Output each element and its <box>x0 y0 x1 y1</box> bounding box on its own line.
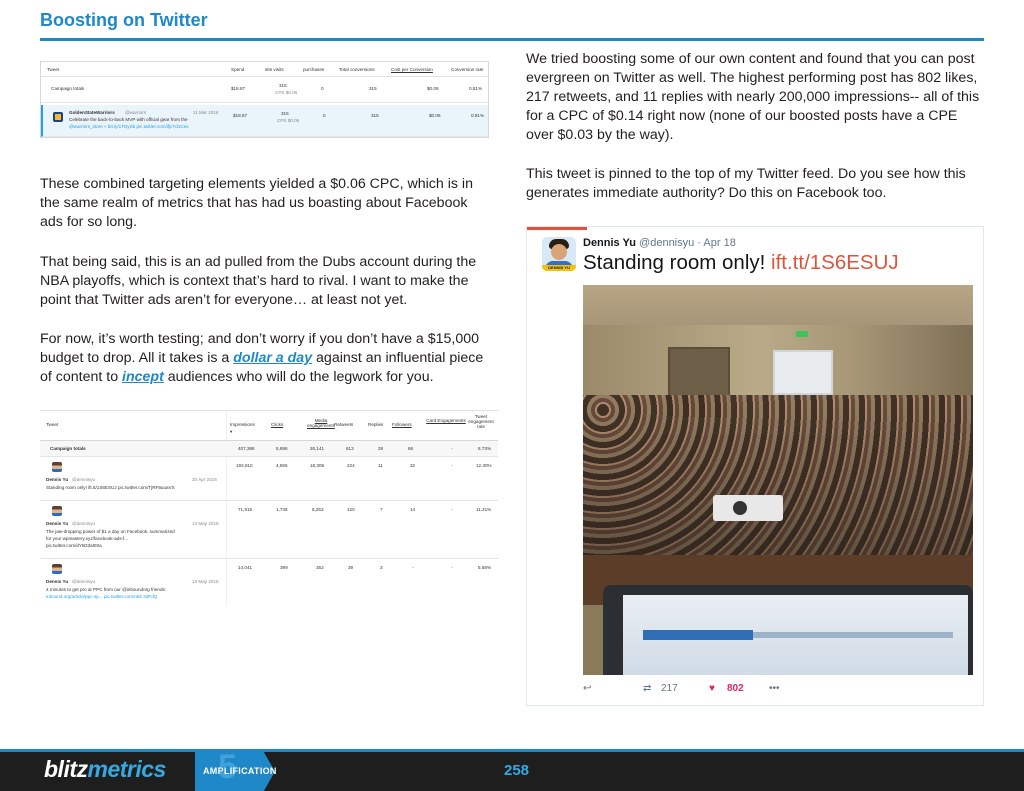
avatar <box>52 506 62 516</box>
avatar <box>52 462 62 472</box>
row-impressions: 71,916 <box>238 507 253 512</box>
row-date: 20 Apr 2016 <box>192 477 217 482</box>
tweet-link[interactable]: ift.tt/1S6ESUJ <box>771 251 899 274</box>
like-count: 802 <box>727 683 744 694</box>
blitzmetrics-logo <box>44 756 166 783</box>
avatar[interactable] <box>542 237 576 271</box>
paragraph-context: That being said, this is an ad pulled from the Dubs account during the NBA playoffs, which is context that’s hard to rival. I want to make the point that Twitter ads aren’t for everyone… at least not yet. <box>40 254 477 308</box>
col-purchases: purchases <box>303 67 325 72</box>
photo-ceiling <box>583 285 973 325</box>
avatar <box>52 564 62 574</box>
col-tweet: Tweet <box>46 422 59 427</box>
totals-label: Campaign totals <box>50 446 86 451</box>
row-date: 13 May 2016 <box>192 521 219 526</box>
tweet-photo[interactable] <box>583 285 973 675</box>
totals-retweets: 613 <box>346 446 354 451</box>
row-rate: 0.81% <box>471 113 485 118</box>
paragraph-evergreen: We tried boosting some of our own content and found that you can post evergreen on Twitter as well. The highest performing post has 802 likes, 217 retweets, and 11 replies with nearly 200,000 impressions-- all of this for a CPC of $0.14 right now (none of our boosted posts have a CPE over $0.03 by the way). <box>526 51 980 143</box>
row-account: GoldenStateWarriors <box>69 110 115 115</box>
col-cost-per-conversion[interactable]: Cost per Conversion <box>391 67 433 72</box>
section-number: 5 <box>218 748 237 786</box>
col-retweets: Retweets <box>334 422 354 427</box>
row-retweets: 120 <box>347 507 355 512</box>
col-conversion-rate: Conversion rate <box>451 67 484 72</box>
tweet-text <box>583 251 899 275</box>
row-visits: 315 <box>281 111 289 116</box>
col-total-conversions: Total conversions <box>339 67 375 72</box>
table-row-totals <box>40 441 498 457</box>
totals-replies: 28 <box>378 446 384 451</box>
photo-projector-lens <box>733 501 747 515</box>
col-followers[interactable]: Followers <box>392 422 412 427</box>
logo-part1: blitz <box>44 756 88 782</box>
row-retweets: 224 <box>347 463 355 468</box>
totals-purchases: 0 <box>321 86 324 91</box>
row-card: - <box>451 463 453 468</box>
col-impressions[interactable]: Impressions <box>230 422 255 427</box>
logo-part2: metrics <box>87 756 166 782</box>
row-media: 6,253 <box>312 507 324 512</box>
totals-clicks: 5,696 <box>276 446 288 451</box>
totals-card: - <box>451 446 453 451</box>
col-replies: Replies <box>368 422 384 427</box>
photo-laptop-menu <box>753 632 953 638</box>
photo-crowd-shade <box>583 395 973 565</box>
retweet-icon[interactable]: ⇄ <box>643 683 652 694</box>
table-row[interactable] <box>40 457 498 501</box>
col-card-engagements[interactable]: Card Engagements <box>426 418 466 423</box>
row-handle: @dennisyu <box>72 579 96 584</box>
table-row[interactable] <box>40 559 498 607</box>
row-visits-sub: CPS $0.06 <box>277 118 300 123</box>
totals-media: 26,141 <box>310 446 325 451</box>
row-followers: - <box>412 565 414 570</box>
totals-label: Campaign totals <box>51 86 85 91</box>
row-impressions: 14,041 <box>238 565 253 570</box>
dollar-a-day-link[interactable]: dollar a day <box>233 350 313 366</box>
row-impressions: 192,810 <box>236 463 253 468</box>
sort-arrow-icon: ▾ <box>230 429 233 434</box>
row-clicks: 1,738 <box>276 507 288 512</box>
row-handle: @dennisyu <box>72 521 96 526</box>
page-number: 258 <box>504 762 530 779</box>
tweet-body: Standing room only! <box>583 251 772 274</box>
section-label: AMPLIFICATION <box>203 766 277 776</box>
row-text-line1: 4 minutes to get pro at PPC from our @inboundorg friends: <box>46 587 167 592</box>
col-media-engagements[interactable]: Media engagements <box>307 418 335 428</box>
table-header <box>41 62 488 77</box>
totals-followers: 66 <box>408 446 414 451</box>
photo-projector <box>713 495 783 521</box>
row-retweets: 39 <box>348 565 354 570</box>
row-text-line1: Standing room only! ift.tt/1S6ESUJ pic.twitter.com/TjRF8uuaVS <box>46 485 175 490</box>
col-engagement-rate: Tweet engagement rate <box>468 414 494 429</box>
photo-projection-screen <box>773 350 833 395</box>
row-clicks: 4,555 <box>276 463 288 468</box>
paragraph-testing <box>40 330 495 387</box>
paragraph-cpc: These combined targeting elements yielded a $0.06 CPC, which is in the same realm of metrics that has had us boasting about Facebook ads for so long. <box>40 176 473 230</box>
avatar-tag: DENNIS YU <box>542 265 576 271</box>
row-handle: @warriors <box>125 110 146 115</box>
row-purchases: 0 <box>323 113 326 118</box>
col-clicks[interactable]: Clicks <box>271 422 284 427</box>
photo-exit-sign <box>796 331 808 337</box>
tweet-handle-date: @dennisyu · Apr 18 <box>639 237 736 249</box>
row-media: 18,306 <box>310 463 325 468</box>
warriors-logo-icon <box>53 112 63 122</box>
row-text-line3: pic.twitter.com/dYB33a0I0a <box>46 543 102 548</box>
paragraph-text: For now, it’s worth testing; and don’t worry if you don’t have a $15,000 budget to drop. All it takes is a <box>40 331 480 366</box>
row-spend: $18.87 <box>233 113 248 118</box>
paragraph-pinned: This tweet is pinned to the top of my Twitter feed. Do you see how this generates immediate authority? Do this on Facebook too. <box>526 166 966 201</box>
heart-icon[interactable]: ♥ <box>709 683 715 694</box>
row-card: - <box>451 565 453 570</box>
totals-visits: 315 <box>279 83 287 88</box>
table-row[interactable] <box>41 105 488 137</box>
row-text-line2[interactable]: inbound.org/article/ppc-sp... pic.twitter.com/n6k´2dFdQ <box>46 594 158 599</box>
totals-spend: $18.87 <box>231 86 246 91</box>
paragraph-text: against an influential piece of content to <box>40 350 484 385</box>
col-site-visits: site visits <box>265 67 284 72</box>
totals-rate: 8.73% <box>478 446 492 451</box>
totals-cost: $0.06 <box>427 86 439 91</box>
row-date: 13 May 2016 <box>192 579 219 584</box>
row-text-line1: The jaw-dropping power of $1 a day on Facebook, summarized <box>46 529 175 534</box>
col-spend: Spend <box>231 67 245 72</box>
avatar-face <box>551 244 567 260</box>
row-card: - <box>451 507 453 512</box>
row-name: Dennis Yu <box>46 477 69 482</box>
tweet-author-name[interactable]: Dennis Yu <box>583 237 636 249</box>
engagement-table <box>40 410 498 606</box>
row-date: 11 Mar 2016 <box>193 110 219 115</box>
totals-rate: 0.81% <box>469 86 483 91</box>
row-clicks: 399 <box>280 565 288 570</box>
row-name: Dennis Yu <box>46 521 69 526</box>
row-cost: $0.06 <box>429 113 441 118</box>
row-rate: 5.58% <box>478 565 492 570</box>
tweet-author[interactable] <box>583 237 736 249</box>
tweet-card[interactable] <box>526 226 984 706</box>
row-followers: 14 <box>410 507 416 512</box>
totals-impressions: 407,368 <box>238 446 255 451</box>
reply-icon[interactable]: ↩ <box>583 683 592 694</box>
table-row-totals <box>41 77 488 103</box>
row-text-line2[interactable]: @warriors_store » bit.ly/1TDySb pic.twitter.com/ifjcTd1Cex <box>69 124 189 129</box>
row-media: 352 <box>316 565 324 570</box>
section-heading: Boosting on Twitter <box>40 10 208 30</box>
incept-link[interactable]: incept <box>122 369 164 385</box>
totals-conversions: 315 <box>369 86 377 91</box>
row-rate: 11.31% <box>476 507 492 512</box>
row-followers: 32 <box>410 463 416 468</box>
row-text-line2: for you! wpmastery.xyz/facebook-ads-f... <box>46 536 129 541</box>
col-tweet: Tweet <box>47 67 60 72</box>
row-replies: 3 <box>380 565 383 570</box>
more-icon[interactable]: ••• <box>769 683 780 694</box>
row-name: Dennis Yu <box>46 579 69 584</box>
photo-laptop-toolbar <box>643 630 753 640</box>
retweet-count: 217 <box>661 683 678 694</box>
table-row[interactable] <box>40 501 498 559</box>
heading-rule <box>40 38 984 41</box>
row-replies: 11 <box>378 463 383 468</box>
totals-visits-sub: CPS $0.06 <box>275 90 298 95</box>
table-header <box>40 411 498 441</box>
row-conversions: 315 <box>371 113 379 118</box>
row-handle: @dennisyu <box>72 477 96 482</box>
paragraph-text: audiences who will do the legwork for you. <box>163 369 434 385</box>
row-rate: 12.30% <box>476 463 492 468</box>
tweet-top-bar <box>527 227 587 230</box>
row-text-line1: Celebrate the back-to-back MVP with official gear from the <box>69 117 188 122</box>
row-replies: 7 <box>380 507 383 512</box>
conversion-table <box>40 61 489 138</box>
